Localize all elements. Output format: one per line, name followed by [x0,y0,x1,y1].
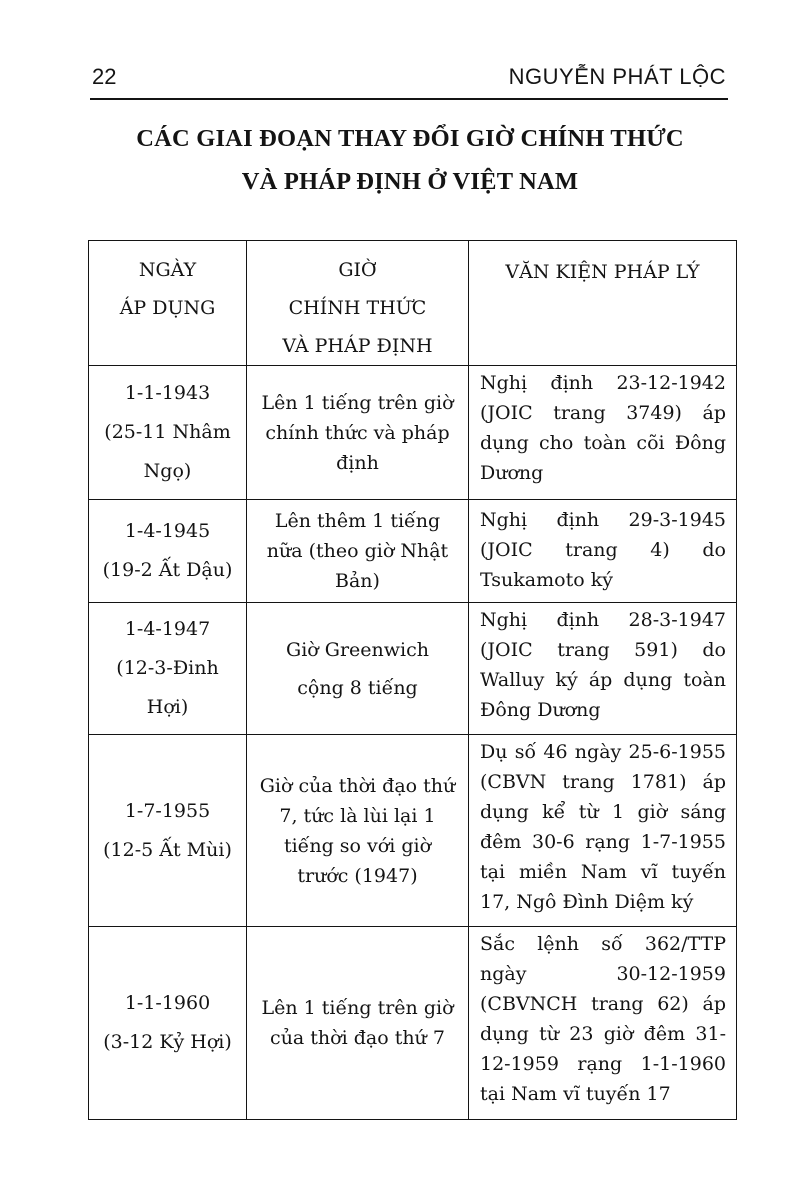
date-cell [89,366,247,500]
time-cell: Lên 1 tiếng trên giờ chính thức và pháp định [247,366,469,500]
table-row [89,927,737,1120]
document-cell: Nghị định 23-12-1942 (JOIC trang 3749) áp dụng cho toàn cõi Đông Dương [469,366,737,500]
header-time-line-3: VÀ PHÁP ĐỊNH [282,335,433,357]
table-header-row [89,241,737,366]
table-row [89,735,737,927]
date-value: 1-1-1943 [124,382,211,404]
date-cell [89,500,247,603]
time-cell: Lên thêm 1 tiếng nữa (theo giờ Nhật Bản) [247,500,469,603]
header-date [89,241,247,366]
time-cell: Giờ của thời đạo thứ 7, tức là lùi lại 1 tiếng so với giờ trước (1947) [247,735,469,927]
document-cell: Nghị định 28-3-1947 (JOIC trang 591) do Walluy ký áp dụng toàn Đông Dương [469,603,737,735]
document-cell: Nghị định 29-3-1945 (JOIC trang 4) do Tsukamoto ký [469,500,737,603]
header-date-line-2: ÁP DỤNG [119,297,216,319]
date-cell [89,735,247,927]
page-title-line-1: CÁC GIAI ĐOẠN THAY ĐỔI GIỜ CHÍNH THỨC [136,125,684,152]
document-cell: Dụ số 46 ngày 25-6-1955 (CBVN trang 1781) áp dụng kể từ 1 giờ sáng đêm 30-6 rạng 1-7-1955 tại miền Nam vĩ tuyến 17, Ngô Đình Diệm ký [469,735,737,927]
date-value: 1-7-1955 [124,799,211,822]
header-document-label: VĂN KIỆN PHÁP LÝ [505,261,700,283]
table-row [89,500,737,603]
header-time-line-2: CHÍNH THỨC [288,297,427,319]
lunar-date: (12-5 Ất Mùi) [103,838,232,861]
time-line-1: Giờ Greenwich [286,638,429,661]
date-value: 1-1-1960 [124,992,211,1014]
lunar-date: (25-11 Nhâm Ngọ) [104,421,231,482]
page-title-line-2: VÀ PHÁP ĐỊNH Ở VIỆT NAM [241,168,579,195]
header-document [469,241,737,366]
time-cell [247,603,469,735]
lunar-date: (19-2 Ất Dậu) [102,559,233,581]
time-change-table [88,240,737,1120]
header-rule [90,98,728,100]
table-row [89,603,737,735]
header-time-line-1: GIỜ [338,259,377,281]
time-line-2: cộng 8 tiếng [297,676,418,699]
date-cell [89,603,247,735]
header-time [247,241,469,366]
lunar-date: (3-12 Kỷ Hợi) [103,1031,232,1053]
document-cell: Sắc lệnh số 362/TTP ngày 30-12-1959 (CBVNCH trang 62) áp dụng từ 23 giờ đêm 31-12-1959 rạng 1-1-1960 tại Nam vĩ tuyến 17 [469,927,737,1120]
date-value: 1-4-1947 [124,618,211,640]
page-number: 22 [92,64,117,89]
date-value: 1-4-1945 [124,520,211,542]
lunar-date: (12-3-Đinh Hợi) [116,657,219,718]
date-cell [89,927,247,1120]
time-cell: Lên 1 tiếng trên giờ của thời đạo thứ 7 [247,927,469,1120]
running-head-author: NGUYỄN PHÁT LỘC [508,64,726,89]
table-row [89,366,737,500]
header-date-line-1: NGÀY [138,259,197,281]
